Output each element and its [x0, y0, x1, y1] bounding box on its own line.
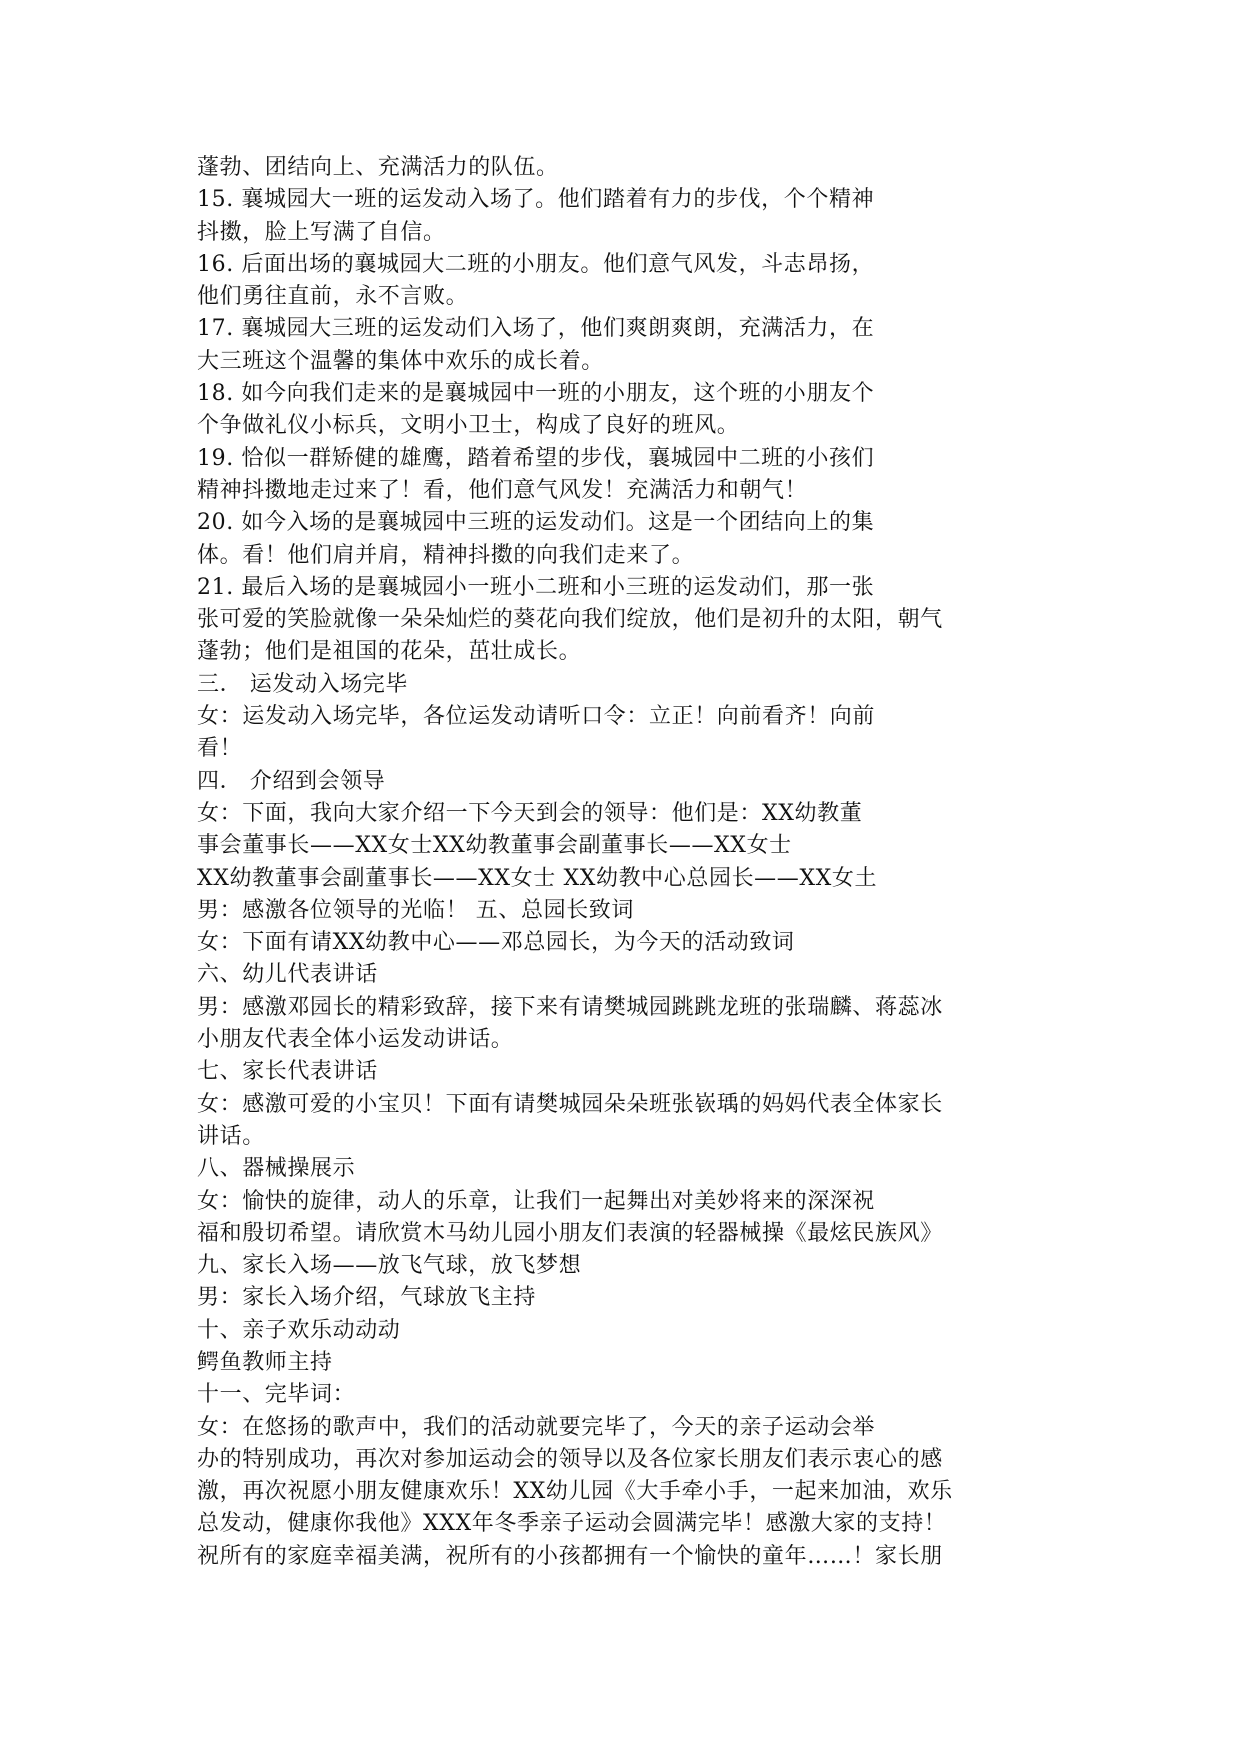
text-line: 小朋友代表全体小运发动讲话。 — [197, 1027, 514, 1053]
text-line: 个争做礼仪小标兵，文明小卫士，构成了良好的班风。 — [197, 413, 740, 439]
text-line: 20. 如今入场的是襄城园中三班的运发动们。这是一个团结向上的集 — [197, 510, 875, 536]
text-line: 总发动，健康你我他》XXX年冬季亲子运动会圆满完毕！感激大家的支持！ — [197, 1511, 947, 1537]
text-line: 15. 襄城园大一班的运发动入场了。他们踏着有力的步伐，个个精神 — [197, 187, 875, 213]
text-line: 女：下面，我向大家介绍一下今天到会的领导：他们是：XX幼教董 — [197, 800, 863, 826]
document-body — [197, 152, 1097, 1573]
text-line: 事会董事长——XX女士XX幼教董事会副董事长——XX女士 — [197, 833, 792, 859]
text-line: 体。看！他们肩并肩，精神抖擞的向我们走来了。 — [197, 542, 695, 568]
text-line: 男：家长入场介绍，气球放飞主持 — [197, 1285, 537, 1311]
text-line: 17. 襄城园大三班的运发动们入场了，他们爽朗爽朗，充满活力，在 — [197, 316, 875, 342]
section-heading: 四． 介绍到会领导 — [197, 768, 386, 794]
text-line: 激，再次祝愿小朋友健康欢乐！XX幼儿园《大手牵小手，一起来加油，欢乐 — [197, 1479, 953, 1505]
text-line: 女：运发动入场完毕，各位运发动请听口令：立正！向前看齐！向前 — [197, 704, 876, 730]
text-line: 男：感激邓园长的精彩致辞，接下来有请樊城园跳跳龙班的张瑞麟、蒋蕊冰 — [197, 994, 943, 1020]
text-line: 女：感激可爱的小宝贝！下面有请樊城园朵朵班张嵚瑀的妈妈代表全体家长 — [197, 1091, 943, 1117]
text-line: 蓬勃、团结向上、充满活力的队伍。 — [197, 155, 559, 180]
text-line: 鳄鱼教师主持 — [197, 1349, 333, 1375]
text-line: 看！ — [197, 736, 243, 762]
text-line: 他们勇往直前，永不言败。 — [197, 284, 469, 310]
text-line: XX幼教董事会副董事长——XX女士 XX幼教中心总园长——XX女土 — [197, 865, 878, 891]
text-line: 21. 最后入场的是襄城园小一班小二班和小三班的运发动们，那一张 — [197, 574, 875, 600]
section-heading: 三． 运发动入场完毕 — [197, 671, 408, 697]
text-line: 张可爱的笑脸就像一朵朵灿烂的葵花向我们绽放，他们是初升的太阳，朝气 — [197, 607, 943, 633]
text-line: 讲话。 — [197, 1123, 265, 1149]
text-line: 福和殷切希望。请欣赏木马幼儿园小朋友们表演的轻器械操《最炫民族风》 — [197, 1220, 943, 1246]
section-heading: 九、家长入场——放飞气球，放飞梦想 — [197, 1253, 582, 1279]
text-line: 抖擞，脸上写满了自信。 — [197, 219, 446, 245]
text-line: 办的特别成功，再次对参加运动会的领导以及各位家长朋友们表示衷心的感 — [197, 1446, 943, 1472]
text-line: 16. 后面出场的襄城园大二班的小朋友。他们意气风发，斗志昂扬， — [197, 251, 875, 277]
section-heading: 十、亲子欢乐动动动 — [197, 1317, 401, 1343]
section-heading: 七、家长代表讲话 — [197, 1059, 378, 1085]
section-heading: 十一、完毕词： — [197, 1382, 356, 1408]
text-line: 女：在悠扬的歌声中，我们的活动就要完毕了，今天的亲子运动会举 — [197, 1414, 876, 1440]
section-heading: 六、幼儿代表讲话 — [197, 962, 378, 988]
text-line: 蓬勃；他们是祖国的花朵，茁壮成长。 — [197, 639, 582, 665]
text-line: 精神抖擞地走过来了！看，他们意气风发！充满活力和朝气！ — [197, 477, 808, 503]
text-line: 女：下面有请XX幼教中心——邓总园长，为今天的活动致词 — [197, 930, 795, 956]
text-line: 19. 恰似一群矫健的雄鹰，踏着希望的步伐，襄城园中二班的小孩们 — [197, 445, 875, 471]
text-line: 女：愉快的旋律，动人的乐章，让我们一起舞出对美妙将来的深深祝 — [197, 1188, 876, 1214]
text-line: 祝所有的家庭幸福美满，祝所有的小孩都拥有一个愉快的童年……！家长朋 — [197, 1543, 943, 1569]
text-line: 男：感激各位领导的光临！ 五、总园长致词 — [197, 897, 634, 923]
text-line: 大三班这个温馨的集体中欢乐的成长着。 — [197, 348, 604, 374]
text-line: 18. 如今向我们走来的是襄城园中一班的小朋友，这个班的小朋友个 — [197, 381, 875, 407]
section-heading: 八、器械操展示 — [197, 1156, 356, 1182]
